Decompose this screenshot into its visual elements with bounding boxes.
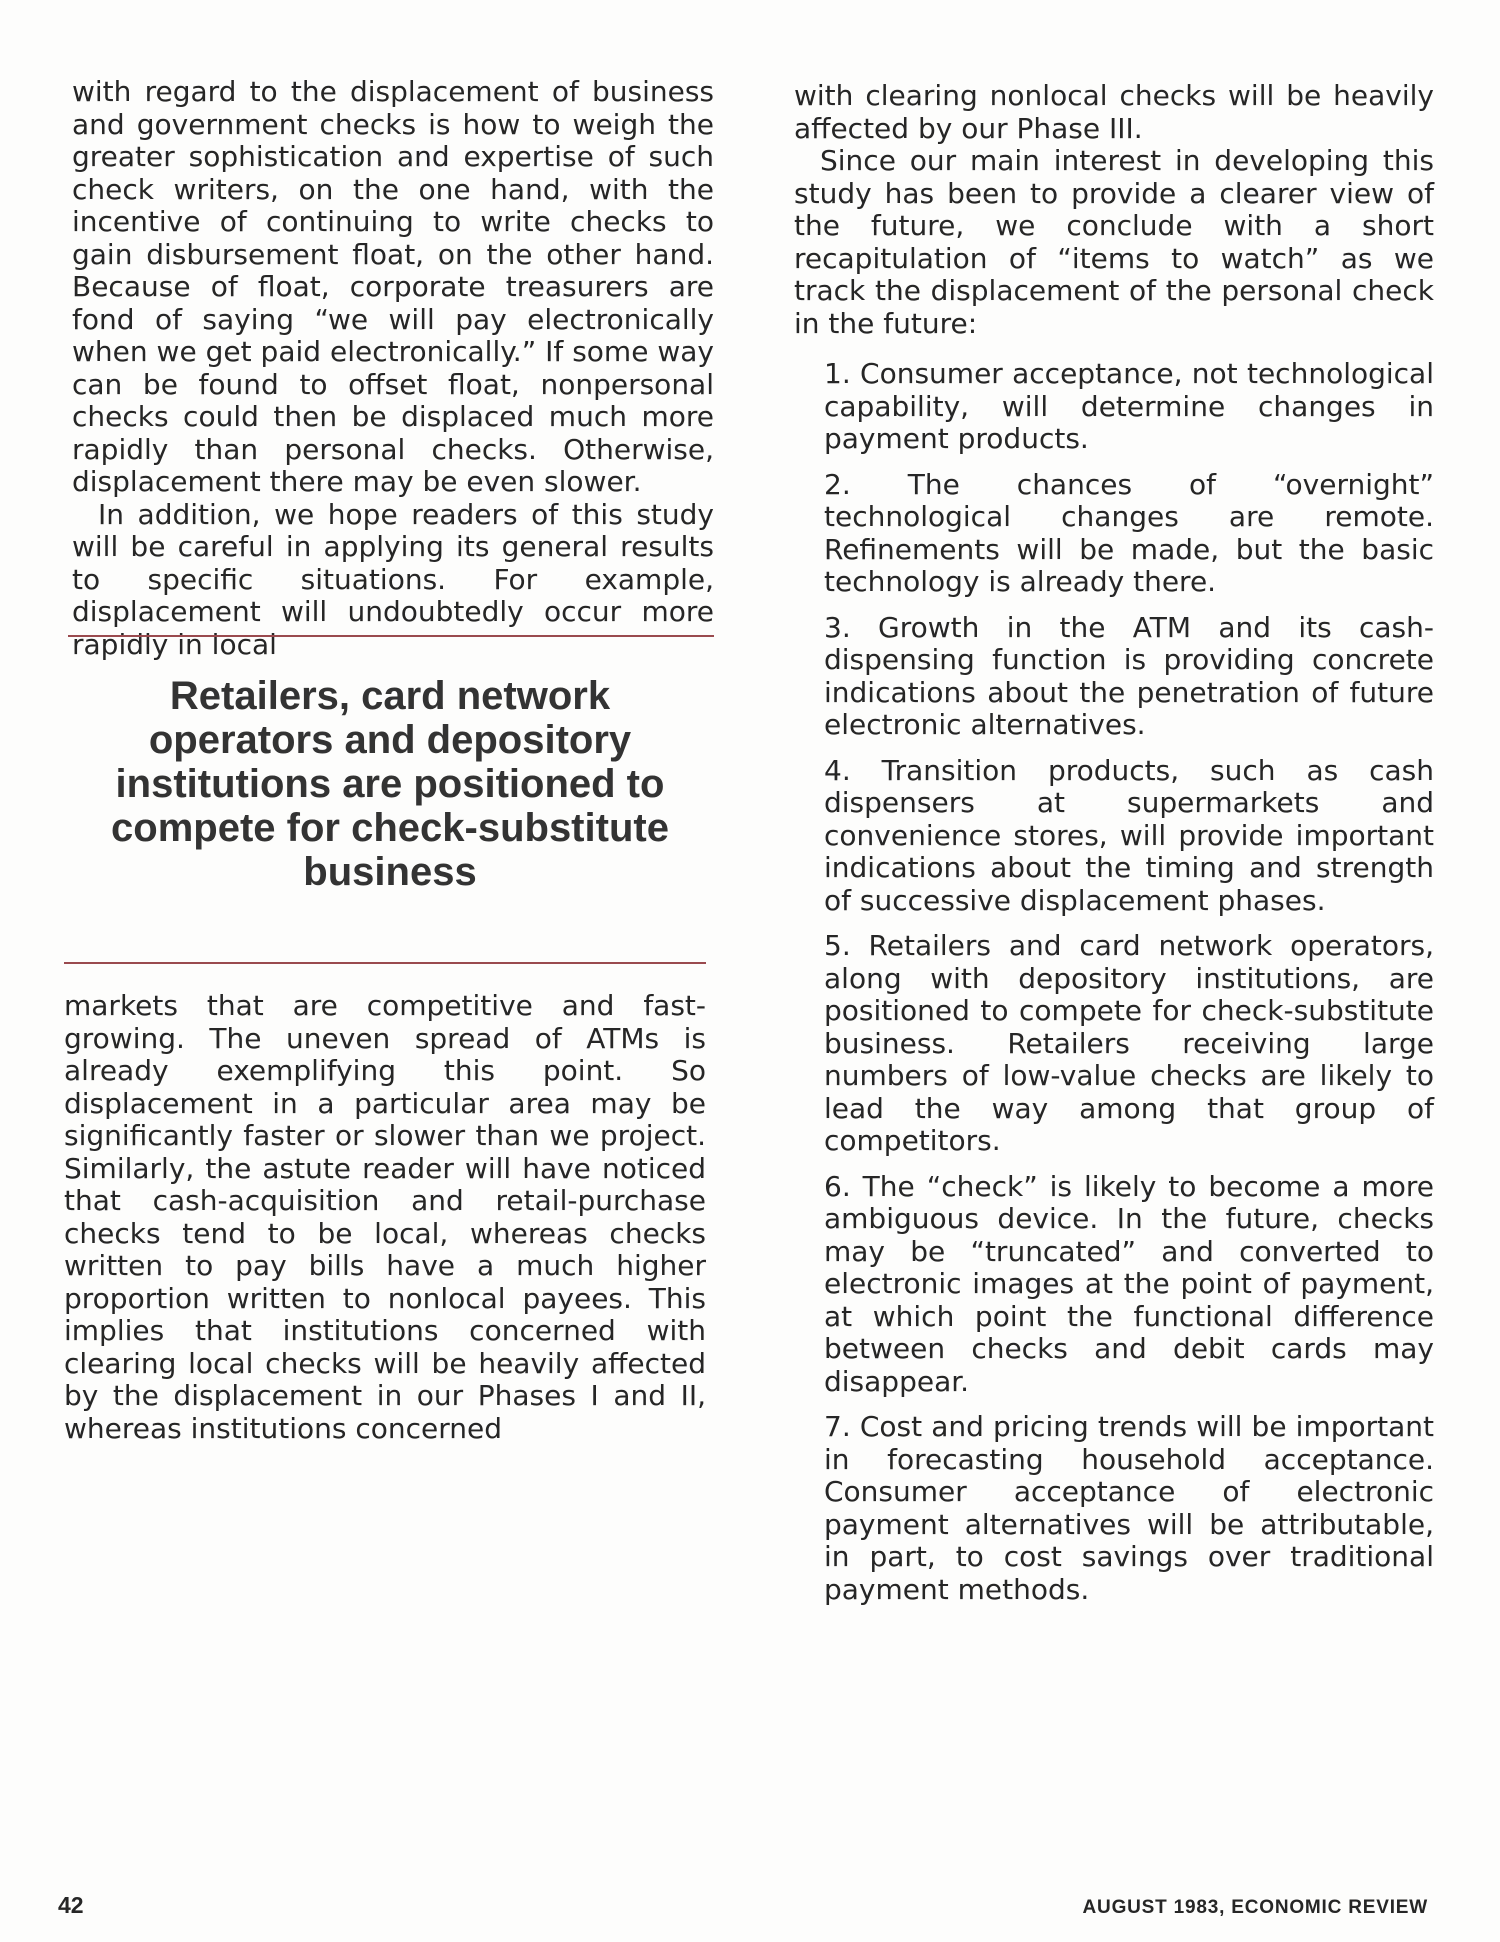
- left-column-top: [72, 76, 714, 661]
- pull-quote: Retailers, card network operators and depository institutions are positioned to compete for check-substitute business: [111, 674, 669, 894]
- body-paragraph: with regard to the displacement of business and government checks is how to weigh the greater sophistication and expertise of such check writers, on the one hand, with the incentive of continuing to write checks to gain disbursement float, on the other hand. Because of float, corporate treasurers are fond of saying “we will pay electronically when we get paid electronically.” If some way can be found to offset float, nonpersonal checks could then be displaced much more rapidly than personal checks. Otherwise, displacement there may be even slower.: [72, 75, 714, 498]
- left-column-bottom: [64, 990, 706, 1445]
- page-number: 42: [58, 1892, 84, 1918]
- items-to-watch-list: [824, 358, 1434, 1606]
- list-item: 3. Growth in the ATM and its cash-dispensing function is providing concrete indications about the penetration of future electronic alternatives.: [824, 610, 1434, 741]
- body-paragraph: markets that are competitive and fast-growing. The uneven spread of ATMs is already exemplifying this point. So displacement in a particular area may be significantly faster or slower than we project. Similarly, the astute reader will have noticed that cash-acquisition and retail-purchase checks tend to be local, whereas checks written to pay bills have a much higher proportion written to nonlocal payees. This implies that institutions concerned with clearing local checks will be heavily affected by the displacement in our Phases I and II, whereas institutions concerned: [64, 989, 706, 1445]
- list-item: 4. Transition products, such as cash dispensers at supermarkets and convenience stores, will provide important indications about the timing and strength of successive displacement phases.: [824, 753, 1434, 917]
- pull-quote-top-rule: [68, 635, 714, 637]
- body-paragraph: with clearing nonlocal checks will be heavily affected by our Phase III.: [794, 79, 1434, 145]
- list-item: 6. The “check” is likely to become a more ambiguous device. In the future, checks may be “truncated” and converted to electronic images at the point of payment, at which point the functional difference between checks and debit cards may disappear.: [824, 1169, 1434, 1398]
- list-item: 5. Retailers and card network operators, along with depository institutions, are positioned to compete for check-substitute business. Retailers receiving large numbers of low-value checks are likely to lead the way among that group of competitors.: [824, 929, 1434, 1157]
- right-column: [794, 80, 1434, 1619]
- list-item: 1. Consumer acceptance, not technological capability, will determine changes in payment products.: [824, 357, 1434, 455]
- list-item: 7. Cost and pricing trends will be important in forecasting household acceptance. Consumer acceptance of electronic payment alternatives will be attributable, in part, to cost savings over traditional payment methods.: [824, 1410, 1434, 1606]
- body-paragraph: Since our main interest in developing this study has been to provide a clearer view of the future, we conclude with a short recapitulation of “items to watch” as we track the displacement of the personal check in the future:: [794, 144, 1434, 340]
- body-paragraph: In addition, we hope readers of this study will be careful in applying its general results to specific situations. For example, displacement will undoubtedly occur more rapidly in local: [72, 497, 714, 661]
- footer-publication-line: AUGUST 1983, ECONOMIC REVIEW: [1082, 1897, 1428, 1918]
- list-item: 2. The chances of “overnight” technological changes are remote. Refinements will be made, but the basic technology is already there.: [824, 467, 1434, 598]
- pull-quote-bottom-rule: [64, 962, 706, 964]
